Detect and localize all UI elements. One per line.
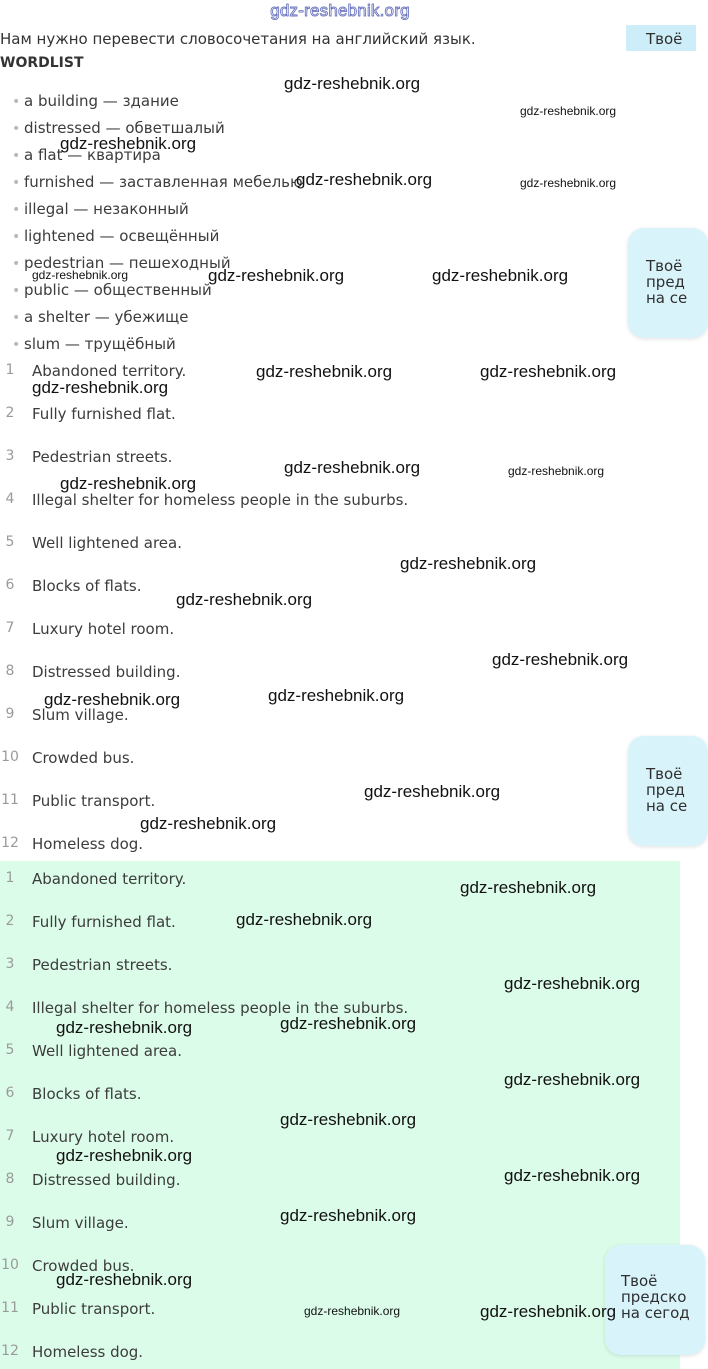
watermark-text: gdz-reshebnik.org — [280, 1206, 417, 1225]
watermark-text: gdz-reshebnik.org — [56, 1018, 193, 1037]
promo-bubble-text: Твоё предско на сегод — [621, 1272, 690, 1322]
list-item: 5 Well lightened area. — [5, 1042, 182, 1060]
bullet-icon: • — [12, 94, 21, 110]
list-item: 9 Slum village. — [5, 706, 129, 724]
watermark-text: gdz-reshebnik.org — [280, 1014, 417, 1033]
list-item: 1 Abandoned territory. — [5, 870, 187, 888]
wordlist-title: WORDLIST — [0, 55, 84, 71]
watermark-text: gdz-reshebnik.org — [364, 782, 501, 801]
list-item: 12 Homeless dog. — [1, 835, 144, 853]
watermark-text: gdz-reshebnik.org — [60, 474, 197, 493]
watermark-text: gdz-reshebnik.org — [32, 378, 169, 397]
list-item: 6 Blocks of flats. — [5, 1085, 142, 1103]
watermark-text: gdz-reshebnik.org — [504, 1166, 641, 1185]
wordlist-item: • pedestrian — пешеходный — [12, 254, 231, 272]
watermark-text: gdz-reshebnik.org — [256, 362, 393, 381]
bullet-icon: • — [12, 148, 21, 164]
wordlist-item: • public — общественный — [12, 281, 212, 299]
watermark-text: gdz-reshebnik.org — [268, 686, 405, 705]
list-item: 5 Well lightened area. — [5, 534, 182, 552]
watermark-text: gdz-reshebnik.org — [44, 690, 181, 709]
list-item: 12 Homeless dog. — [1, 1343, 144, 1361]
watermark-text: gdz-reshebnik.org — [32, 268, 129, 282]
site-logo[interactable]: gdz-reshebnik.org — [270, 1, 410, 20]
bullet-icon: • — [12, 337, 21, 353]
promo-banner-top[interactable] — [626, 25, 696, 51]
list-item: 2 Fully furnished flat. — [5, 913, 176, 931]
list-item: 9 Slum village. — [5, 1214, 129, 1232]
watermark-text: gdz-reshebnik.org — [504, 1070, 641, 1089]
watermark-text: gdz-reshebnik.org — [280, 1110, 417, 1129]
watermark-text: gdz-reshebnik.org — [304, 1304, 401, 1318]
bullet-icon: • — [12, 310, 21, 326]
watermark-text: gdz-reshebnik.org — [504, 974, 641, 993]
bullet-icon: • — [12, 121, 21, 137]
bullet-icon: • — [12, 175, 21, 191]
promo-bubble[interactable] — [628, 228, 708, 338]
list-item: 6 Blocks of flats. — [5, 577, 142, 595]
watermark-text: gdz-reshebnik.org — [432, 266, 569, 285]
list-item: 1 Abandoned territory. — [5, 362, 187, 380]
promo-bubble[interactable] — [628, 736, 708, 846]
wordlist-item: • furnished — заставленная мебелью — [12, 173, 303, 191]
promo-bubble-text: Твоё пред на се — [646, 257, 688, 307]
watermark-text: gdz-reshebnik.org — [284, 458, 421, 477]
watermark-text: gdz-reshebnik.org — [236, 910, 373, 929]
list-item: 11 Public transport. — [1, 792, 156, 810]
wordlist-item: • lightened — освещённый — [12, 227, 220, 245]
task-list — [0, 360, 680, 860]
watermark-text: gdz-reshebnik.org — [140, 814, 277, 833]
list-item: 11 Public transport. — [1, 1300, 156, 1318]
watermark-text: gdz-reshebnik.org — [492, 650, 629, 669]
wordlist-item: • a building — здание — [12, 92, 179, 110]
watermark-text: gdz-reshebnik.org — [60, 134, 197, 153]
watermark-text: gdz-reshebnik.org — [208, 266, 345, 285]
watermark-text: gdz-reshebnik.org — [508, 464, 605, 478]
watermark-text: gdz-reshebnik.org — [480, 1302, 617, 1321]
wordlist-item: • a shelter — убежище — [12, 308, 189, 326]
wordlist-item: • distressed — обветшалый — [12, 119, 225, 137]
bullet-icon: • — [12, 283, 21, 299]
list-item: 10 Crowded bus. — [1, 1257, 135, 1275]
wordlist-item: • slum — трущёбный — [12, 335, 176, 353]
list-item: 7 Luxury hotel room. — [5, 1128, 175, 1146]
wordlist-item: • illegal — незаконный — [12, 200, 189, 218]
watermark-text: gdz-reshebnik.org — [520, 104, 617, 118]
watermark-text: gdz-reshebnik.org — [460, 878, 597, 897]
task-intro: Нам нужно перевести словосочетания на английский язык. — [0, 30, 476, 48]
promo-bubble[interactable] — [605, 1245, 705, 1355]
list-item: 7 Luxury hotel room. — [5, 620, 175, 638]
watermark-text: gdz-reshebnik.org — [480, 362, 617, 381]
list-item: 10 Crowded bus. — [1, 749, 135, 767]
list-item: 4 Illegal shelter for homeless people in the suburbs. — [5, 999, 409, 1017]
watermark-text: gdz-reshebnik.org — [56, 1270, 193, 1289]
watermark-text: gdz-reshebnik.org — [284, 74, 421, 93]
list-item: 3 Pedestrian streets. — [5, 956, 173, 974]
list-item: 4 Illegal shelter for homeless people in the suburbs. — [5, 491, 409, 509]
watermark-text: gdz-reshebnik.org — [56, 1146, 193, 1165]
promo-bubble-text: Твоё пред на се — [646, 765, 688, 815]
list-item: 3 Pedestrian streets. — [5, 448, 173, 466]
bullet-icon: • — [12, 202, 21, 218]
watermark-text: gdz-reshebnik.org — [520, 176, 617, 190]
promo-banner-text: Твоё — [646, 30, 683, 48]
list-item: 8 Distressed building. — [5, 663, 181, 681]
bullet-icon: • — [12, 229, 21, 245]
watermark-text: gdz-reshebnik.org — [176, 590, 313, 609]
site-header — [0, 0, 680, 24]
list-item: 8 Distressed building. — [5, 1171, 181, 1189]
answer-section — [0, 861, 680, 1369]
watermark-text: gdz-reshebnik.org — [296, 170, 433, 189]
bullet-icon: • — [12, 256, 21, 272]
watermark-text: gdz-reshebnik.org — [400, 554, 537, 573]
wordlist-item: • a flat — квартира — [12, 146, 161, 164]
list-item: 2 Fully furnished flat. — [5, 405, 176, 423]
